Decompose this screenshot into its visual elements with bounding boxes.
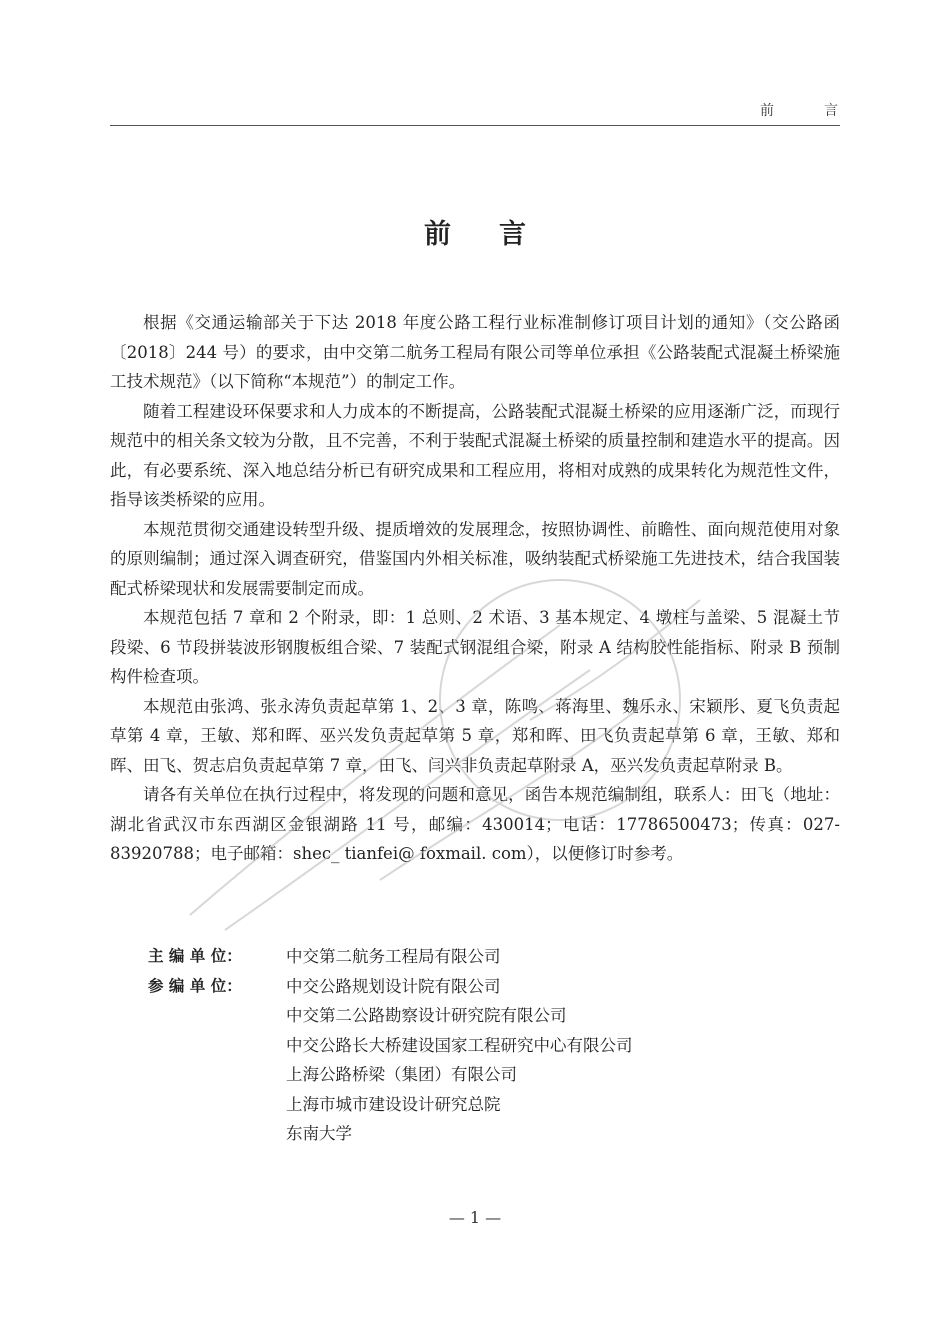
page-title: 前言 <box>424 219 574 250</box>
header-rule <box>110 125 840 126</box>
participating-unit: 中交公路规划设计院有限公司 <box>286 976 501 996</box>
paragraph-background: 随着工程建设环保要求和人力成本的不断提高，公路装配式混凝土桥梁的应用逐渐广泛，而现行规范中的相关条文较为分散，且不完善，不利于装配式混凝土桥梁的质量控制和建造水平的提高。因此，有必要系统、深入地总结分析已有研究成果和工程应用，将相对成熟的成果转化为规范性文件，指导该类桥梁的应用。 <box>110 401 840 509</box>
chief-unit-row <box>148 942 633 972</box>
participating-unit-label: 参 编 单 位： <box>148 976 242 995</box>
participating-unit: 上海市城市建设设计研究总院 <box>286 1094 501 1114</box>
participating-unit: 中交公路长大桥建设国家工程研究中心有限公司 <box>286 1035 633 1055</box>
body-text <box>110 308 840 869</box>
page-number: — 1 — <box>448 1208 502 1227</box>
participating-unit: 中交第二公路勘察设计研究院有限公司 <box>286 1006 567 1025</box>
chief-unit: 中交第二航务工程局有限公司 <box>286 947 501 966</box>
drafting-units <box>148 942 633 1149</box>
participating-units-row <box>148 972 633 1149</box>
paragraph-drafters: 本规范由张鸿、张永涛负责起草第 1、2、3 章，陈鸣、蒋海里、魏乐永、宋颖彤、夏飞负责起草第 4 章，王敏、郑和晖、巫兴发负责起草第 5 章，郑和晖、田飞负责起草第 6 章，王敏、郑和晖、田飞、贺志启负责起草第 7 章，田飞、闫兴非负责起草附录 A，巫兴发负责起草附录 B。 <box>110 696 840 775</box>
paragraph-principles: 本规范贯彻交通建设转型升级、提质增效的发展理念，按照协调性、前瞻性、面向规范使用对象的原则编制；通过深入调查研究，借鉴国内外相关标准，吸纳装配式桥梁施工先进技术，结合我国装配式桥梁现状和发展需要制定而成。 <box>110 519 840 598</box>
paragraph-mandate: 根据《交通运输部关于下达 2018 年度公路工程行业标准制修订项目计划的通知》（交公路函〔2018〕244 号）的要求，由中交第二航务工程局有限公司等单位承担《公路装配式混凝土桥梁施工技术规范》（以下简称“本规范”）的制定工作。 <box>110 313 840 391</box>
paragraph-contents: 本规范包括 7 章和 2 个附录，即：1 总则、2 术语、3 基本规定、4 墩柱与盖梁、5 混凝土节段梁、6 节段拼装波形钢腹板组合梁、7 装配式钢混组合梁，附录 A 结构胶性能指标、附录 B 预制构件检查项。 <box>110 608 840 686</box>
running-header-title: 前 言 <box>760 103 856 119</box>
paragraph-contact: 请各有关单位在执行过程中，将发现的问题和意见，函告本规范编制组，联系人：田飞（地址：湖北省武汉市东西湖区金银湖路 11 号，邮编：430014；电话：17786500473；传真：027-83920788；电子邮箱：shec_ tianfei@ foxmail. com），以便修订时参考。 <box>110 785 840 863</box>
chief-unit-label: 主 编 单 位： <box>148 947 242 965</box>
participating-unit: 上海公路桥梁（集团）有限公司 <box>286 1065 517 1084</box>
participating-unit: 东南大学 <box>286 1124 352 1143</box>
